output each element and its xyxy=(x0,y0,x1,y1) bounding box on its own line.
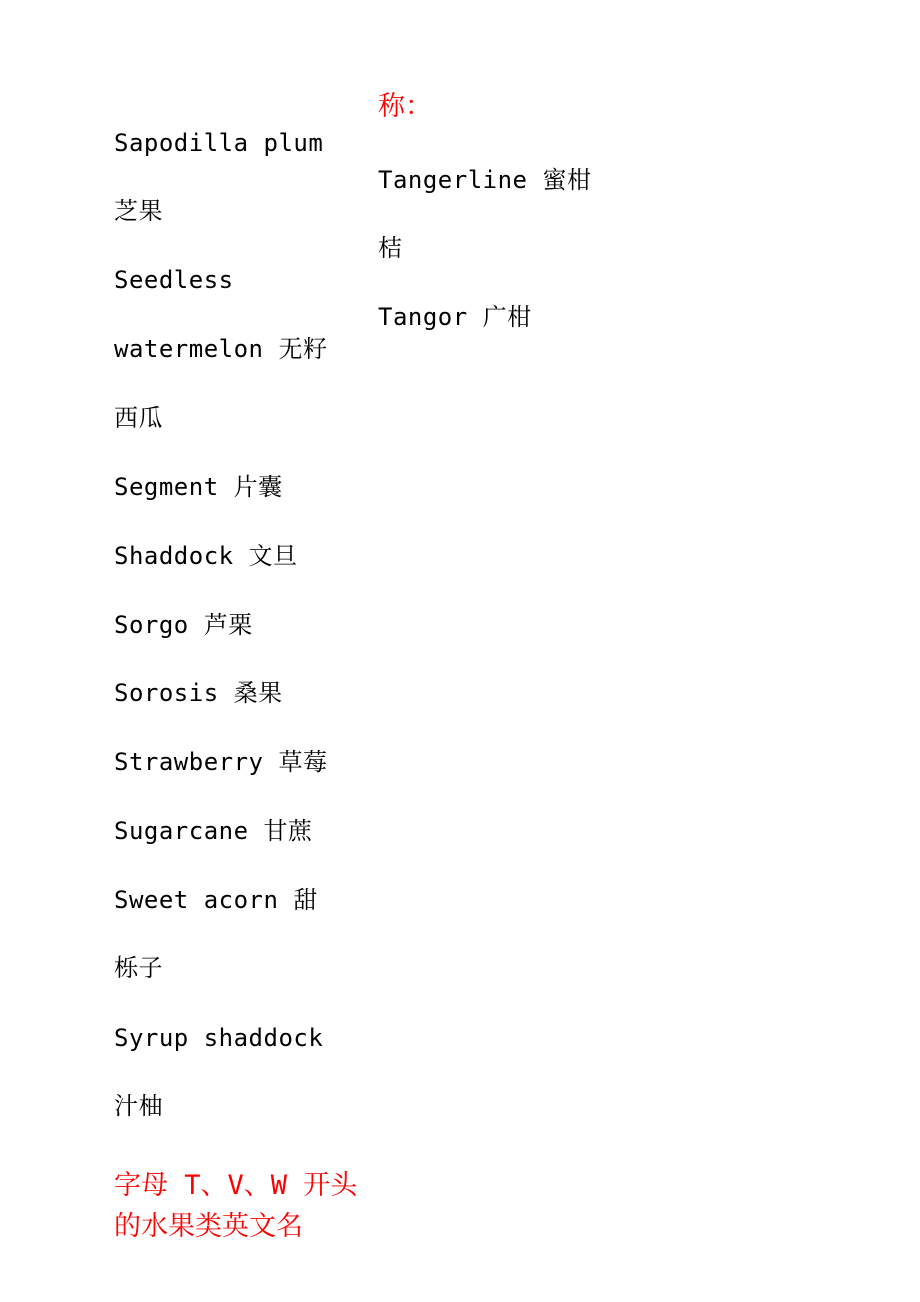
entry-line: 栎子 xyxy=(114,954,163,982)
entry-line: Shaddock 文旦 xyxy=(114,542,298,570)
entry-line: Sapodilla plum xyxy=(114,129,324,157)
entry-line: Seedless xyxy=(114,266,234,294)
entry-line: 汁柚 xyxy=(114,1092,163,1120)
entry-line: Sugarcane 甘蔗 xyxy=(114,817,313,845)
entry-line: 西瓜 xyxy=(114,404,163,432)
entry-line: Tangor 广柑 xyxy=(378,303,532,331)
entry-line: Tangerline 蜜柑 xyxy=(378,166,592,194)
entry-line: 桔 xyxy=(378,234,403,262)
section-heading-line-2: 的水果类英文名 xyxy=(114,1211,303,1242)
entry-line: Syrup shaddock xyxy=(114,1024,324,1052)
entry-line: Strawberry 草莓 xyxy=(114,748,328,776)
section-heading-continuation: 称： xyxy=(378,91,432,122)
entry-line: Sorgo 芦栗 xyxy=(114,611,253,639)
entry-line: 芝果 xyxy=(114,197,163,225)
entry-line: Sorosis 桑果 xyxy=(114,679,283,707)
entry-line: Sweet acorn 甜 xyxy=(114,886,318,914)
entry-line: watermelon 无籽 xyxy=(114,335,328,363)
section-heading-line-1: 字母 T、V、W 开头 xyxy=(114,1170,358,1201)
entry-line: Segment 片囊 xyxy=(114,473,283,501)
